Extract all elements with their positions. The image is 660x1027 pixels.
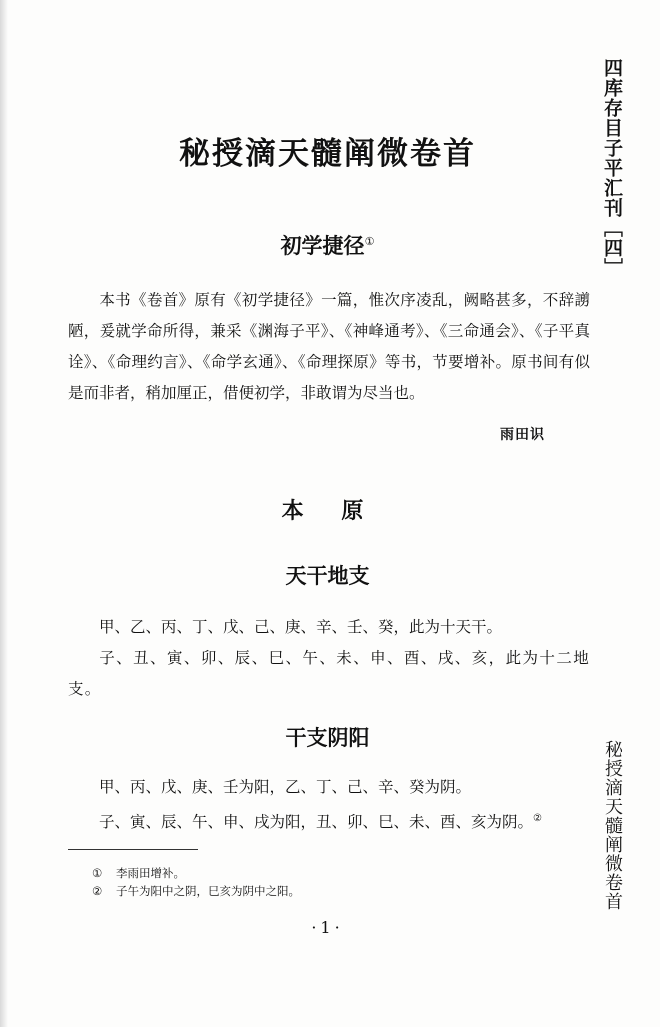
intro-paragraph-text: 本书《卷首》原有《初学捷径》一篇，惟次序凌乱，阙略甚多，不辞謭陋，爰就学命所得，兼采《渊海子平》、《神峰通考》、《三命通会》、《子平真诠》、《命理约言》、《命学玄通》、《命理探原》等书，节要增补。原书间有似是而非者，稍加厘正，借便初学，非敢谓为尽当也。: [68, 291, 590, 402]
signature: 雨田识: [500, 427, 545, 443]
page-number: ·1·: [311, 918, 344, 937]
series-title-vertical: 四库存目子平汇刊［四］: [601, 58, 623, 278]
footnote-divider: [68, 849, 198, 850]
footnote-2-text: 子午为阳中之阴，巳亥为阴中之阳。: [116, 884, 300, 898]
branches-line-text: 子、丑、寅、卯、辰、巳、午、未、申、酉、戌、亥，此为十二地支。: [68, 649, 590, 698]
stems-line-text: 甲、乙、丙、丁、戊、己、庚、辛、壬、癸，此为十天干。: [99, 618, 503, 636]
yang-yin-stems-line: [68, 772, 590, 803]
yang-yin-branches-text: 子、寅、辰、午、申、戌为阳，丑、卯、巳、未、酉、亥为阴。: [99, 813, 534, 832]
section-heading-stems-branches: 天干地支: [285, 564, 370, 588]
footnote-1-text: 李雨田增补。: [116, 866, 185, 880]
yang-yin-branches-line: [68, 803, 590, 838]
page-title: 秘授滴天髓阐微卷首: [179, 136, 476, 172]
branches-line: [68, 643, 590, 705]
stems-line: [68, 612, 590, 643]
section-heading-beginner: [60, 230, 595, 260]
footnote-2: [92, 882, 300, 900]
chapter-title-vertical: 秘授滴天髓阐微卷首: [602, 740, 623, 911]
footnote-marker-2: ②: [533, 813, 542, 824]
yang-yin-stems-text: 甲、丙、戊、庚、壬为阳，乙、丁、己、辛、癸为阴。: [99, 778, 472, 796]
footnote-1: [92, 864, 185, 882]
intro-paragraph: [68, 285, 590, 409]
footnote-marker-1: ①: [364, 235, 375, 248]
footnote-1-number: ①: [92, 866, 103, 880]
section-heading-beginner-text: 初学捷径: [280, 234, 365, 258]
section-heading-origin: 本 原: [281, 499, 374, 525]
footnote-2-number: ②: [92, 884, 103, 898]
page-edge-shadow: [0, 0, 8, 1027]
section-heading-yin-yang: 干支阴阳: [285, 726, 370, 750]
